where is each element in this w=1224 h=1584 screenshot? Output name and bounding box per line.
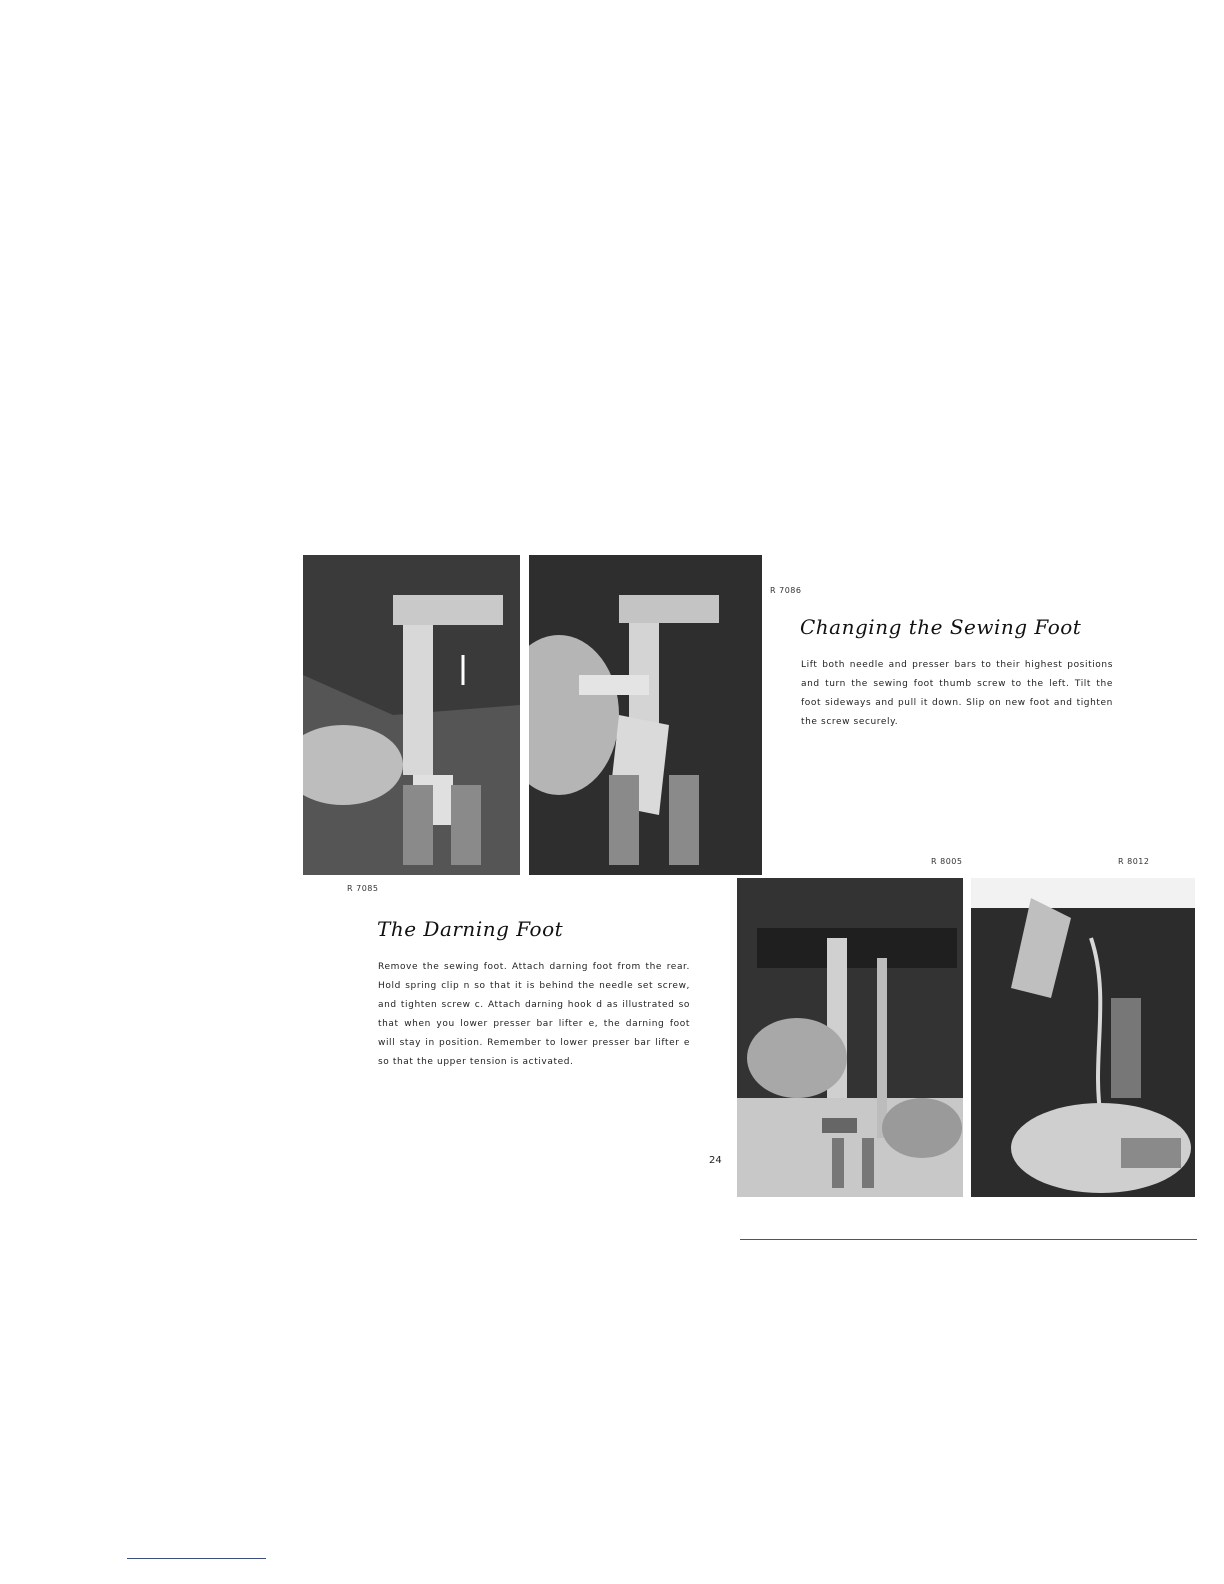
section-body-darning-foot: Remove the sewing foot. Attach darning foot from the rear. Hold spring clip n so that it is behind the needle set screw, and tighten screw c. Attach darning hook d as illustrated so that when you lower presser bar lifter e, the darning foot will stay in position. Remember to lower presser bar lifter e so that the upper tension is activated.	[378, 962, 690, 1067]
footnote-line	[127, 1558, 266, 1559]
photo-darning-foot-attached	[737, 878, 963, 1197]
page-number: 24	[709, 1155, 722, 1166]
figure-label: R 7086	[770, 586, 802, 595]
figure-label: R 8005	[931, 857, 963, 866]
section-body-sewing-foot: Lift both needle and presser bars to their highest positions and turn the sewing foot thumb screw to the left. Tilt the foot sideways and pull it down. Slip on new foot and tighten the screw securely.	[801, 660, 1113, 727]
figure-label: R 8012	[1118, 857, 1150, 866]
photo-removing-sewing-foot	[529, 555, 762, 875]
section-title-darning-foot: The Darning Foot	[377, 917, 564, 941]
section-title-sewing-foot: Changing the Sewing Foot	[800, 615, 1082, 639]
figure-label: R 7085	[347, 884, 379, 893]
bottom-rule	[740, 1239, 1197, 1240]
photo-presser-foot-thumb-screw	[303, 555, 520, 875]
photo-darning-hook	[971, 878, 1195, 1197]
